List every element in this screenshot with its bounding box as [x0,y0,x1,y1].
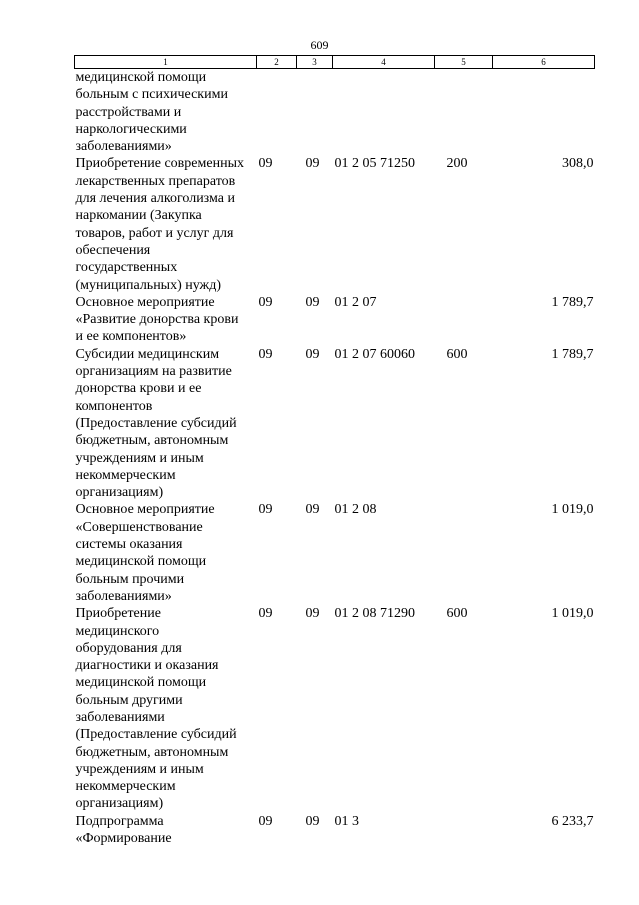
row-target-article [333,69,435,156]
row-expense-type: 200 [446,156,468,172]
column-header-5: 5 [435,56,493,69]
row-expense-type: 600 [446,346,468,362]
table-row [75,69,595,156]
row-section-code: 09 [258,294,273,310]
row-description: Основное мероприятие «Совершенствование системы оказания медицинской помощи больным прочими заболеваниями» [75,502,215,604]
row-amount: 1 789,7 [551,294,594,310]
row-section-code: 09 [258,606,273,622]
row-expense-type [435,813,493,848]
row-section-code: 09 [258,502,273,518]
row-amount [493,69,595,156]
column-header-1: 1 [75,56,257,69]
budget-table [74,55,595,847]
table-row [75,155,595,293]
row-description: медицинской помощи больным с психическими расстройствами и наркологическими заболеваниями» [75,70,228,155]
row-expense-type [435,501,493,605]
row-section-code [257,69,297,156]
row-amount: 308,0 [562,156,594,172]
row-section-code: 09 [258,156,273,172]
row-target-article: 01 2 07 [334,294,377,310]
row-description: Приобретение медицинского оборудования для диагностики и оказания медицинской помощи больным другими заболеваниями (Предоставление субсидий бюджетным, автономным учреждениям и иным некоммерческим организациям) [75,606,237,812]
row-subsection-code: 09 [305,346,320,362]
row-target-article: 01 3 [334,813,359,829]
row-expense-type: 600 [446,606,468,622]
row-subsection-code: 09 [305,294,320,310]
row-description: Основное мероприятие «Развитие донорства крови и ее компонентов» [75,294,239,345]
row-expense-type [435,69,493,156]
row-target-article: 01 2 05 71250 [334,156,415,172]
table-row [75,813,595,848]
column-header-6: 6 [493,56,595,69]
row-section-code: 09 [258,813,273,829]
row-expense-type [435,294,493,346]
page-number: 609 [310,38,329,52]
column-header-2: 2 [257,56,297,69]
table-row [75,346,595,502]
row-description: Подпрограмма «Формирование [75,813,172,847]
row-section-code: 09 [258,346,273,362]
row-subsection-code: 09 [305,156,320,172]
row-description: Субсидии медицинским организациям на развитие донорства крови и ее компонентов (Предоставление субсидий бюджетным, автономным учреждениям и иным некоммерческим организациям) [75,346,237,501]
column-number-header [75,56,595,69]
table-row [75,605,595,813]
row-amount: 1 019,0 [551,502,594,518]
row-subsection-code [297,69,333,156]
row-subsection-code: 09 [305,606,320,622]
column-header-4: 4 [333,56,435,69]
column-header-3: 3 [297,56,333,69]
row-description: Приобретение современных лекарственных препаратов для лечения алкоголизма и наркомании (Закупка товаров, работ и услуг для обеспечения государственных (муниципальных) нужд) [75,156,244,293]
table-row [75,294,595,346]
row-subsection-code: 09 [305,813,320,829]
row-amount: 1 789,7 [551,346,594,362]
row-target-article: 01 2 08 [334,502,377,518]
row-target-article: 01 2 08 71290 [334,606,415,622]
row-target-article: 01 2 07 60060 [334,346,415,362]
table-row [75,501,595,605]
row-amount: 6 233,7 [551,813,594,829]
row-subsection-code: 09 [305,502,320,518]
row-amount: 1 019,0 [551,606,594,622]
